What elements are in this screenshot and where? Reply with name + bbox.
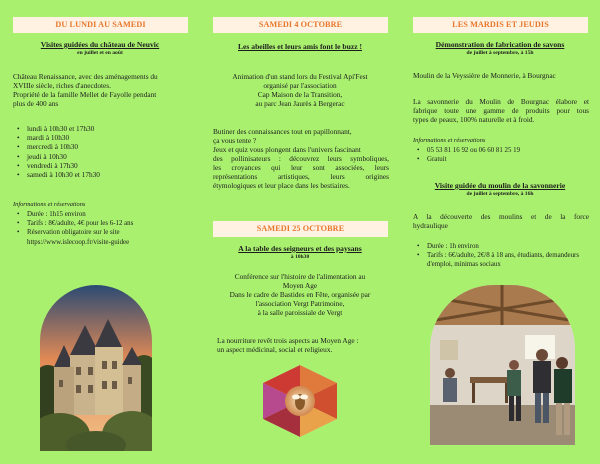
column-savonnerie <box>400 0 600 464</box>
list-item: • Réservation obligatoire sur le site <box>13 229 198 238</box>
hexagon-art <box>263 365 337 437</box>
text-line: un aspect médicinal, social et religieux. <box>217 345 333 354</box>
text-line: A la découverte des moulins et de la force <box>413 212 589 221</box>
banner-4-octobre: SAMEDI 4 OCTOBRE <box>213 17 388 33</box>
text-line: La nourriture revêt trois aspects au Moyen Age : <box>217 336 359 345</box>
title-table-seigneurs: A la table des seigneurs et des paysans <box>238 244 362 253</box>
list-item: • jeudi à 10h30 <box>13 152 193 161</box>
list-item: • samedi à 10h30 et 17h30 <box>13 170 193 179</box>
intro-line: XVIIIe siècle, riches d'anecdotes. <box>13 81 111 90</box>
subtitle-juillet-aout: en juillet et en août <box>77 50 123 56</box>
info-list <box>413 147 598 165</box>
info-heading: Informations et réservations <box>13 201 86 208</box>
title-demonstration-savons: Démonstration de fabrication de savons <box>435 40 565 49</box>
text-line: Butiner des connaissances tout en papillonnant, <box>213 127 352 136</box>
text-line: organisé par l'association <box>263 81 337 90</box>
medieval-illustration <box>263 365 337 437</box>
banner-mardis-jeudis: LES MARDIS ET JEUDIS <box>413 17 588 33</box>
text-line: ça vous tente ? <box>213 136 257 145</box>
text-line: Cap Maison de la Transition, <box>257 90 343 99</box>
list-item: • Durée : 1h15 environ <box>13 211 198 220</box>
text-line: La savonnerie du Moulin de Bourgnac élabore et <box>413 97 589 106</box>
title-visites-chateau: Visites guidées du château de Neuvic <box>40 40 160 49</box>
text-line: l'association Vergt Patrimoine, <box>255 299 345 308</box>
text-line: Jeux et quiz vous plongent dans l'univers fascinant <box>213 145 361 154</box>
text-line: des pollinisateurs : découvrez leurs symboliques, <box>213 154 389 163</box>
text-line: Animation d'un stand lors du Festival Api'Fest <box>232 72 368 81</box>
list-item: • Tarifs : 8€/adulte, 4€ pour les 6-12 ans <box>13 220 198 229</box>
subtitle-juillet-septembre-16h: de juillet à septembre, à 16h <box>466 191 534 197</box>
list-item: • mardi à 10h30 <box>13 133 193 142</box>
text-line: étymologiques et leur place dans les bestiaires. <box>213 181 350 190</box>
text-line: représentations artistiques, leurs origines <box>213 172 389 181</box>
list-item: • vendredi à 17h30 <box>13 161 193 170</box>
schedule-list <box>13 124 193 179</box>
title-abeilles: Les abeilles et leurs amis font le buzz ! <box>237 42 362 51</box>
text-line: au parc Jean Jaurès à Bergerac <box>255 99 345 108</box>
text-line: hydraulique <box>413 221 448 230</box>
info-list <box>13 211 198 237</box>
reservation-url[interactable]: https://www.islecoop.fr/visite-guidee <box>27 239 130 246</box>
subtitle-juillet-septembre-15h: de juillet à septembre, à 15h <box>466 50 534 56</box>
mill-visit-photo <box>430 285 575 445</box>
banner-25-octobre: SAMEDI 25 OCTOBRE <box>213 221 388 237</box>
text-line: les croyances qui leur sont associées, leurs <box>213 163 389 172</box>
text-line: fabrique toute une gamme de produits pour tous <box>413 106 589 115</box>
visit-info-list <box>413 243 595 269</box>
castle-illustration <box>40 285 152 451</box>
castle-photo <box>40 285 152 451</box>
location-text: Moulin de la Veyssière de Monnerie, à Bourgnac <box>413 71 556 80</box>
list-item: • lundi à 10h30 et 17h30 <box>13 124 193 133</box>
intro-line: Château Renaissance, avec des aménagements du <box>13 72 158 81</box>
list-item: • Gratuit <box>413 156 598 165</box>
text-line: à la salle paroissiale de Vergt <box>257 308 343 317</box>
list-item: • 05 53 81 16 92 ou 06 60 81 25 19 <box>413 147 598 156</box>
list-item: • Tarifs : 6€/adulte, 2€/8 à 18 ans, étudiants, demandeurs d'emploi, minimas sociaux <box>413 252 595 270</box>
info-heading: Informations et réservations <box>413 137 486 144</box>
intro-line: plus de 400 ans <box>13 99 59 108</box>
subtitle-10h30: à 10h30 <box>290 254 310 260</box>
list-item: • Durée : 1h environ <box>413 243 595 252</box>
column-chateau <box>0 0 200 464</box>
text-line: Dans le cadre de Bastides en Fête, organisée par <box>229 290 371 299</box>
text-line: Moyen Age <box>282 281 318 290</box>
text-line: types de peaux, 100% naturelle et à froid. <box>413 115 535 124</box>
banner-lundi-samedi: DU LUNDI AU SAMEDI <box>13 17 188 33</box>
text-line: Conférence sur l'histoire de l'alimentation au <box>234 272 366 281</box>
list-item: • mercredi à 10h30 <box>13 142 193 151</box>
intro-line: Propriété de la famille Mellet de Fayolle pendant <box>13 90 157 99</box>
mill-interior-illustration <box>430 285 575 445</box>
column-events-octobre <box>200 0 400 464</box>
title-visite-moulin: Visite guidée du moulin de la savonnerie <box>434 181 566 190</box>
